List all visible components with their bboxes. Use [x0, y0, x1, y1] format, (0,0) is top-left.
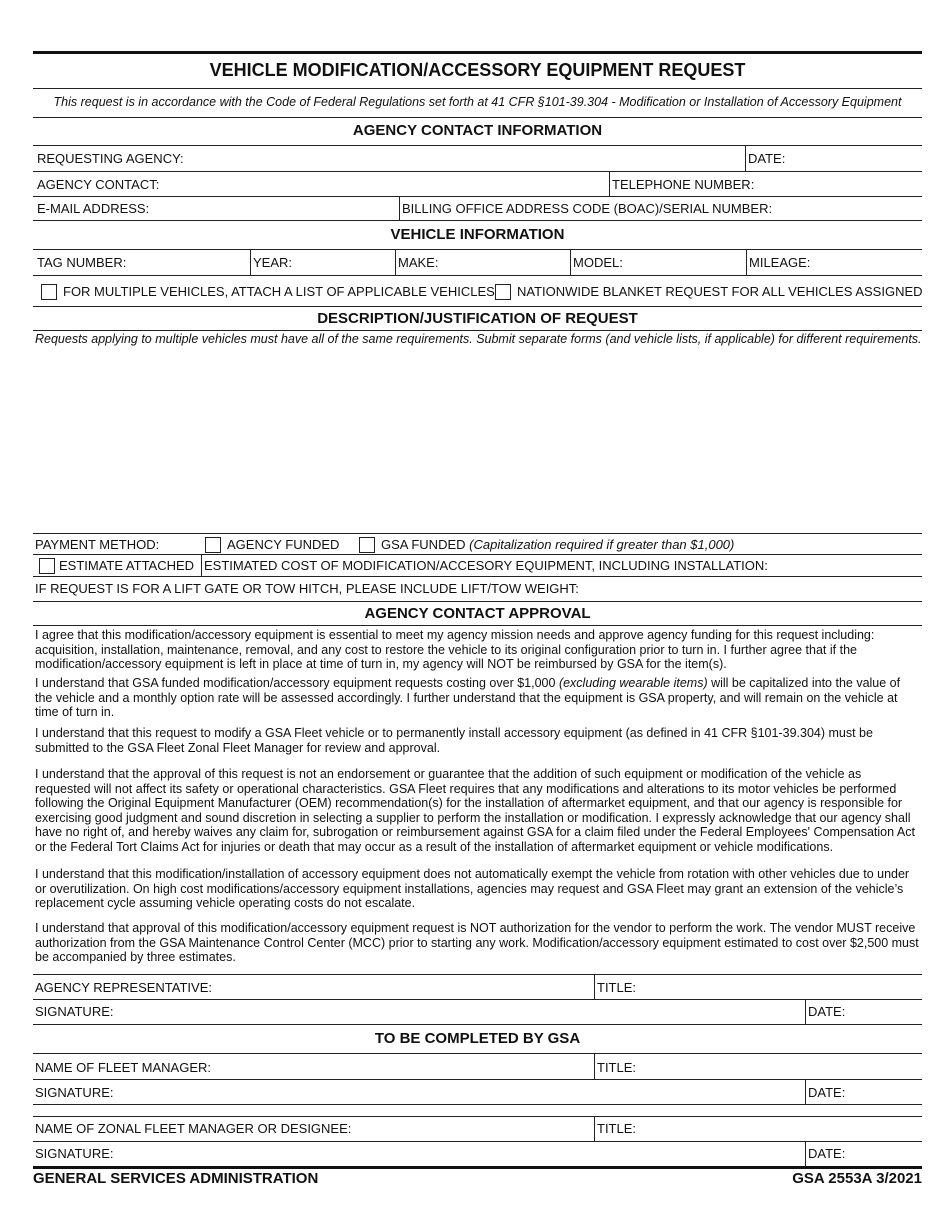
- divider: [594, 1053, 595, 1079]
- requesting-agency-field[interactable]: REQUESTING AGENCY:: [37, 151, 184, 166]
- description-note: Requests applying to multiple vehicles must have all of the same requirements. Submit separate forms (and vehicle lists, if applicable) for different requirements.: [35, 332, 922, 346]
- divider: [33, 576, 922, 577]
- estimate-attached-checkbox[interactable]: [39, 558, 55, 574]
- agency-funded-checkbox[interactable]: [205, 537, 221, 553]
- email-field[interactable]: E-MAIL ADDRESS:: [37, 201, 150, 216]
- agency-contact-field[interactable]: AGENCY CONTACT:: [37, 177, 160, 192]
- gsa-funded-label: GSA FUNDED (Capitalization required if greater than $1,000): [381, 537, 735, 552]
- divider: [33, 88, 922, 89]
- make-field[interactable]: MAKE:: [398, 255, 439, 270]
- divider: [805, 1141, 806, 1166]
- model-field[interactable]: MODEL:: [573, 255, 623, 270]
- divider: [33, 1116, 922, 1117]
- year-field[interactable]: YEAR:: [253, 255, 293, 270]
- divider: [805, 999, 806, 1024]
- divider: [33, 533, 922, 534]
- approval-paragraph: I understand that approval of this modification/accessory equipment request is NOT authorization for the vendor to perform the work. The vendor MUST receive authorization from the GSA Maintenance Control Center (MCC) prior to starting any work. Modification/accessory equipment estimated to cost over $2,500 must be accompanied by three estimates.: [35, 921, 919, 964]
- zonal-manager-signature-field[interactable]: SIGNATURE:: [35, 1146, 114, 1161]
- zonal-manager-field[interactable]: NAME OF ZONAL FLEET MANAGER OR DESIGNEE:: [35, 1121, 352, 1136]
- footer-form-number: GSA 2553A 3/2021: [792, 1170, 922, 1187]
- divider: [594, 974, 595, 999]
- fleet-manager-signature-field[interactable]: SIGNATURE:: [35, 1085, 114, 1100]
- date-field[interactable]: DATE:: [748, 151, 786, 166]
- divider: [33, 1053, 922, 1054]
- estimate-attached-label: ESTIMATE ATTACHED: [59, 558, 195, 573]
- footer-agency-name: GENERAL SERVICES ADMINISTRATION: [33, 1170, 319, 1187]
- agency-contact-heading: AGENCY CONTACT INFORMATION: [352, 122, 603, 139]
- divider: [609, 171, 610, 196]
- approval-paragraph: I understand that this request to modify a GSA Fleet vehicle or to permanently install accessory equipment (as defined in 41 CFR §101-39.304) must be submitted to the GSA Fleet Zonal Fleet Manager for review and approval.: [35, 726, 873, 755]
- divider: [33, 249, 922, 250]
- divider: [33, 275, 922, 276]
- tag-number-field[interactable]: TAG NUMBER:: [37, 255, 127, 270]
- zonal-manager-title-field[interactable]: TITLE:: [597, 1121, 637, 1136]
- divider: [805, 1079, 806, 1104]
- gsa-heading: TO BE COMPLETED BY GSA: [374, 1030, 581, 1047]
- telephone-field[interactable]: TELEPHONE NUMBER:: [612, 177, 755, 192]
- fleet-manager-title-field[interactable]: TITLE:: [597, 1060, 637, 1075]
- description-text-area[interactable]: [33, 350, 922, 532]
- zonal-manager-date-field[interactable]: DATE:: [808, 1146, 846, 1161]
- divider: [33, 1024, 922, 1025]
- regulation-note: This request is in accordance with the Code of Federal Regulations set forth at 41 CFR §101-39.304 - Modification or Installation of Accessory Equipment: [53, 95, 902, 109]
- divider: [570, 249, 571, 275]
- divider: [33, 117, 922, 118]
- divider: [33, 220, 922, 221]
- divider: [33, 625, 922, 626]
- top-rule: [33, 51, 922, 54]
- fleet-manager-field[interactable]: NAME OF FLEET MANAGER:: [35, 1060, 212, 1075]
- divider: [33, 974, 922, 975]
- divider: [33, 196, 922, 197]
- rep-title-field[interactable]: TITLE:: [597, 980, 637, 995]
- divider: [594, 1116, 595, 1141]
- gsa-funded-checkbox[interactable]: [359, 537, 375, 553]
- vehicle-info-heading: VEHICLE INFORMATION: [390, 226, 565, 243]
- approval-paragraph: I understand that the approval of this request is not an endorsement or guarantee that the addition of such equipment or modification of the vehicle as requested will not affect its safety or operational characteristics. GSA Fleet requires that any modifications and alterations to its motor vehicles be performed following the Original Equipment Manufacturer (OEM) recommendation(s) for the installation of aftermarket equipment, and that our agency is responsible for exercising good judgment and sound discretion in selecting a supplier to perform the installation or modification. I expressly acknowledge that our agency shall have no right of, and hereby waives any claim for, subrogation or reimbursement against GSA for a claim filed under the Federal Employees' Compensation Act or the Federal Tort Claims Act for injuries or death that may occur as a result of the installation of aftermarket equipment or vehicle modifications.: [35, 767, 915, 854]
- divider: [33, 1141, 922, 1142]
- boac-field[interactable]: BILLING OFFICE ADDRESS CODE (BOAC)/SERIAL NUMBER:: [402, 201, 773, 216]
- divider: [201, 554, 202, 576]
- divider: [33, 999, 922, 1000]
- divider: [399, 196, 400, 220]
- divider: [33, 1104, 922, 1105]
- nationwide-blanket-checkbox[interactable]: [495, 284, 511, 300]
- bottom-rule: [33, 1166, 922, 1169]
- divider: [33, 601, 922, 602]
- divider: [395, 249, 396, 275]
- divider: [745, 145, 746, 171]
- estimated-cost-field[interactable]: ESTIMATED COST OF MODIFICATION/ACCESORY EQUIPMENT, INCLUDING INSTALLATION:: [204, 558, 768, 573]
- approval-heading: AGENCY CONTACT APPROVAL: [364, 605, 591, 622]
- divider: [33, 554, 922, 555]
- description-heading: DESCRIPTION/JUSTIFICATION OF REQUEST: [317, 310, 638, 327]
- agency-representative-field[interactable]: AGENCY REPRESENTATIVE:: [35, 980, 212, 995]
- approval-paragraph: I understand that GSA funded modification/accessory equipment requests costing over $1,000 (excluding wearable items) will be capitalized into the value of the vehicle and a monthly option rate will be assessed accordingly. I further understand that the equipment is GSA property, and will remain on the vehicle at time of turn in.: [35, 676, 901, 719]
- agency-funded-label: AGENCY FUNDED: [227, 537, 340, 552]
- form-title: VEHICLE MODIFICATION/ACCESSORY EQUIPMENT REQUEST: [209, 60, 746, 80]
- rep-signature-field[interactable]: SIGNATURE:: [35, 1004, 114, 1019]
- divider: [33, 145, 922, 146]
- fleet-manager-date-field[interactable]: DATE:: [808, 1085, 846, 1100]
- approval-paragraph: I understand that this modification/installation of accessory equipment does not automatically exempt the vehicle from rotation with other vehicles due to under or overutilization. On high cost modifications/accessory equipment installations, agencies may request and GSA Fleet may grant an extension of the vehicle’s replacement cycle assuming vehicle operating costs do not escalate.: [35, 867, 910, 910]
- divider: [33, 1079, 922, 1080]
- divider: [33, 171, 922, 172]
- divider: [33, 330, 922, 331]
- divider: [33, 306, 922, 307]
- rep-date-field[interactable]: DATE:: [808, 1004, 846, 1019]
- nationwide-blanket-label: NATIONWIDE BLANKET REQUEST FOR ALL VEHICLES ASSIGNED: [517, 284, 923, 299]
- mileage-field[interactable]: MILEAGE:: [749, 255, 811, 270]
- payment-method-label: PAYMENT METHOD:: [35, 537, 160, 552]
- lift-weight-field[interactable]: IF REQUEST IS FOR A LIFT GATE OR TOW HITCH, PLEASE INCLUDE LIFT/TOW WEIGHT:: [35, 581, 579, 596]
- multiple-vehicles-checkbox[interactable]: [41, 284, 57, 300]
- divider: [746, 249, 747, 275]
- approval-paragraph: I agree that this modification/accessory equipment is essential to meet my agency mission needs and approve agency funding for this request including: acquisition, installation, maintenance, removal, and any cost to restore the vehicle to its original configuration prior to turn in. I further agree that if the modification/accessory equipment is left in place at time of turn in, my agency will NOT be reimbursed by GSA for the item(s).: [35, 628, 875, 671]
- multiple-vehicles-label: FOR MULTIPLE VEHICLES, ATTACH A LIST OF APPLICABLE VEHICLES: [63, 284, 495, 299]
- divider: [250, 249, 251, 275]
